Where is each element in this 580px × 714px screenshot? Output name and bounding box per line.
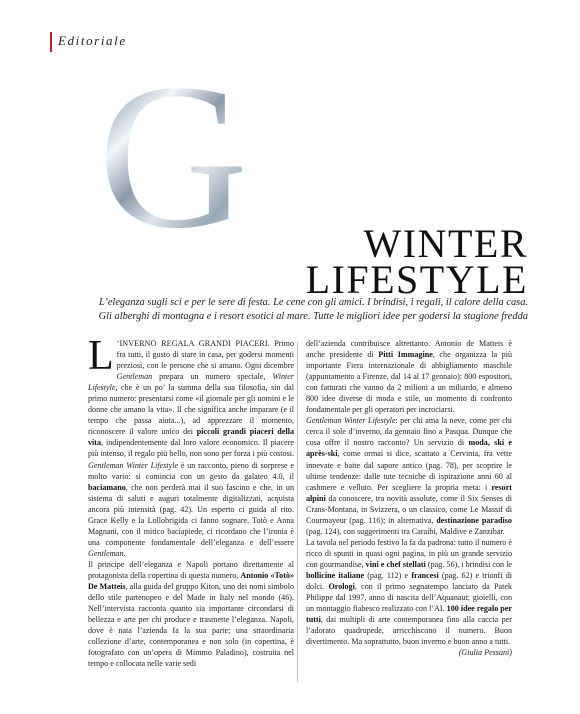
paragraph: Il principe dell’eleganza e Napoli portano direttamente al protagonista della copertina di questa numero, Antonio «Totò» De Matteis, alla guida del gruppo Kiton, uno dei nomi simbolo dello stile partenopeo e del Made in Italy nel mondo (46). Nell’intervista racconta quanto sia importante circondarsi di bellezza e arte per chi produce e trasmette l’eleganza. Napoli, dove è nata l’azienda fa la sua parte; una straordinaria collezione d’arte, contemporanea e non solo (in copertina, è fotografato con un’opera di Mimmo Paladino), costruita nel tempo e collocata nelle varie sedi <box>88 559 294 669</box>
subtitle-line-1: L’eleganza sugli sci e per le sere di festa. Le cene con gli amici. I brindisi, i regali, il calore della casa. <box>98 297 528 308</box>
paragraph: Gentleman Winter Lifestyle: per chi ama la neve, come per chi cerca il sole d’inverno, da gennaio fino a Pasqua. Dunque che cosa offre il nostro racconto? Un servizio di moda, ski e après-ski, come ormai si dice, scattato a Cervinia, fra vette innevate e baite dal sapore antico (pag. 78), per scoprire le ultime tendenze: dalle tute tecniche di ispirazione anni 60 al cashmere e velluto. Per scegliere la propria meta: i resort alpini da conoscere, tra novità assolute, come il Six Senses di Crans-Montana, in Svizzera, o un classico, come Le Massif di Courmayeur (pag. 116); in alternativa, destinazione paradiso (pag. 124), con suggerimenti tra Caraibi, Maldive e Zanzibar. <box>306 416 512 536</box>
paragraph: L ’INVERNO REGALA GRANDI PIACERI. Primo fra tutti, il gusto di stare in casa, per godersi momenti preziosi, con le persone che si amano. Ogni dicembre Gentleman prepara un numero speciale, Winter Lifestyle, che è un po’ la summa della sua filosofia, sin dal primo numero: presentarsi come «il giornale per gli uomini e le donne che amano la vita». Il che significa anche imparare (e il tempo che passa aiuta...), ad apprezzare il momento, riconoscere il valore unico dei piccoli grandi piaceri della vita, indipendentemente dal loro valore economico. Il piacere più intenso, il regalo più bello, non sono per forza i più costosi. Gentleman Winter Lifestyle è un racconto, pieno di sorprese e molto vario: si comincia con un gesto da galateo 4.0, il baciamano, che non perderà mai il suo fascino e che, in un sistema di saluti e auguri totalmente digitalizzati, acquista ancora più intensità (pag. 42). Un esperto ci guida al rito. Grace Kelly e la Lollobrigida ci fanno sognare. Totò e Anna Magnani, con il mitico baciapiede, ci ricordano che l’ironia è una componente fondamentale dell’eleganza e dell’essere Gentleman. <box>88 333 294 558</box>
body-column-right <box>306 338 512 658</box>
subtitle-line-2: Gli alberghi di montagna e i resort esotici al mare. Tutte le migliori idee per godersi la stagione fredda <box>98 310 528 322</box>
decorative-initial-g: G <box>98 41 249 271</box>
section-accent-rule <box>50 32 52 52</box>
title-line-2: LIFESTYLE <box>305 257 528 302</box>
column-divider <box>297 342 298 682</box>
subtitle <box>58 296 528 323</box>
paragraph: La tavola nel periodo festivo la fa da padrona: tutto il numero è ricco di spunti in quasi ogni pagina, in più un grande servizio con gourmandise, vini e chef stellati (pag. 56), i brindisi con le bollicine italiane (pag. 112) e francesi (pag. 62) e trionfi di dolci. Orologi, con il primo segnatempo lanciato da Patek Philippe dal 1997, anno di nascita dell’Aquanaut; gioielli, con un montaggio fiabesco realizzato con l’AI. 100 idee regalo per tutti, dai multipli di arte contemporanea fino alla caccia per l’adorato quadrupede, arricchiscono il numero. Buon divertimento. Ma soprattutto, buon inverno e buon anno a tutti. (Giulia Pessani) <box>306 537 512 658</box>
author-signature: (Giulia Pessani) <box>458 648 512 658</box>
title-line-1: WINTER <box>363 221 528 266</box>
body-column-left <box>88 333 294 669</box>
section-label: Editoriale <box>58 33 127 48</box>
drop-cap: L <box>88 333 114 379</box>
paragraph: dell’azienda contribuisce altrettanto. Antonio de Matteis è anche presidente di Pitti Immagine, che organizza la più importante Fiera internazionale di abbigliamento maschile (appuntamento a Firenze, dal 14 al 17 gennaio): 800 espositori, con fatturati che vanno da 2 milioni a un miliardo, e almeno 800 idee diverse di moda e stile, un momento di confronto fondamentale per gli operatori per incrociarsi. <box>306 339 512 415</box>
